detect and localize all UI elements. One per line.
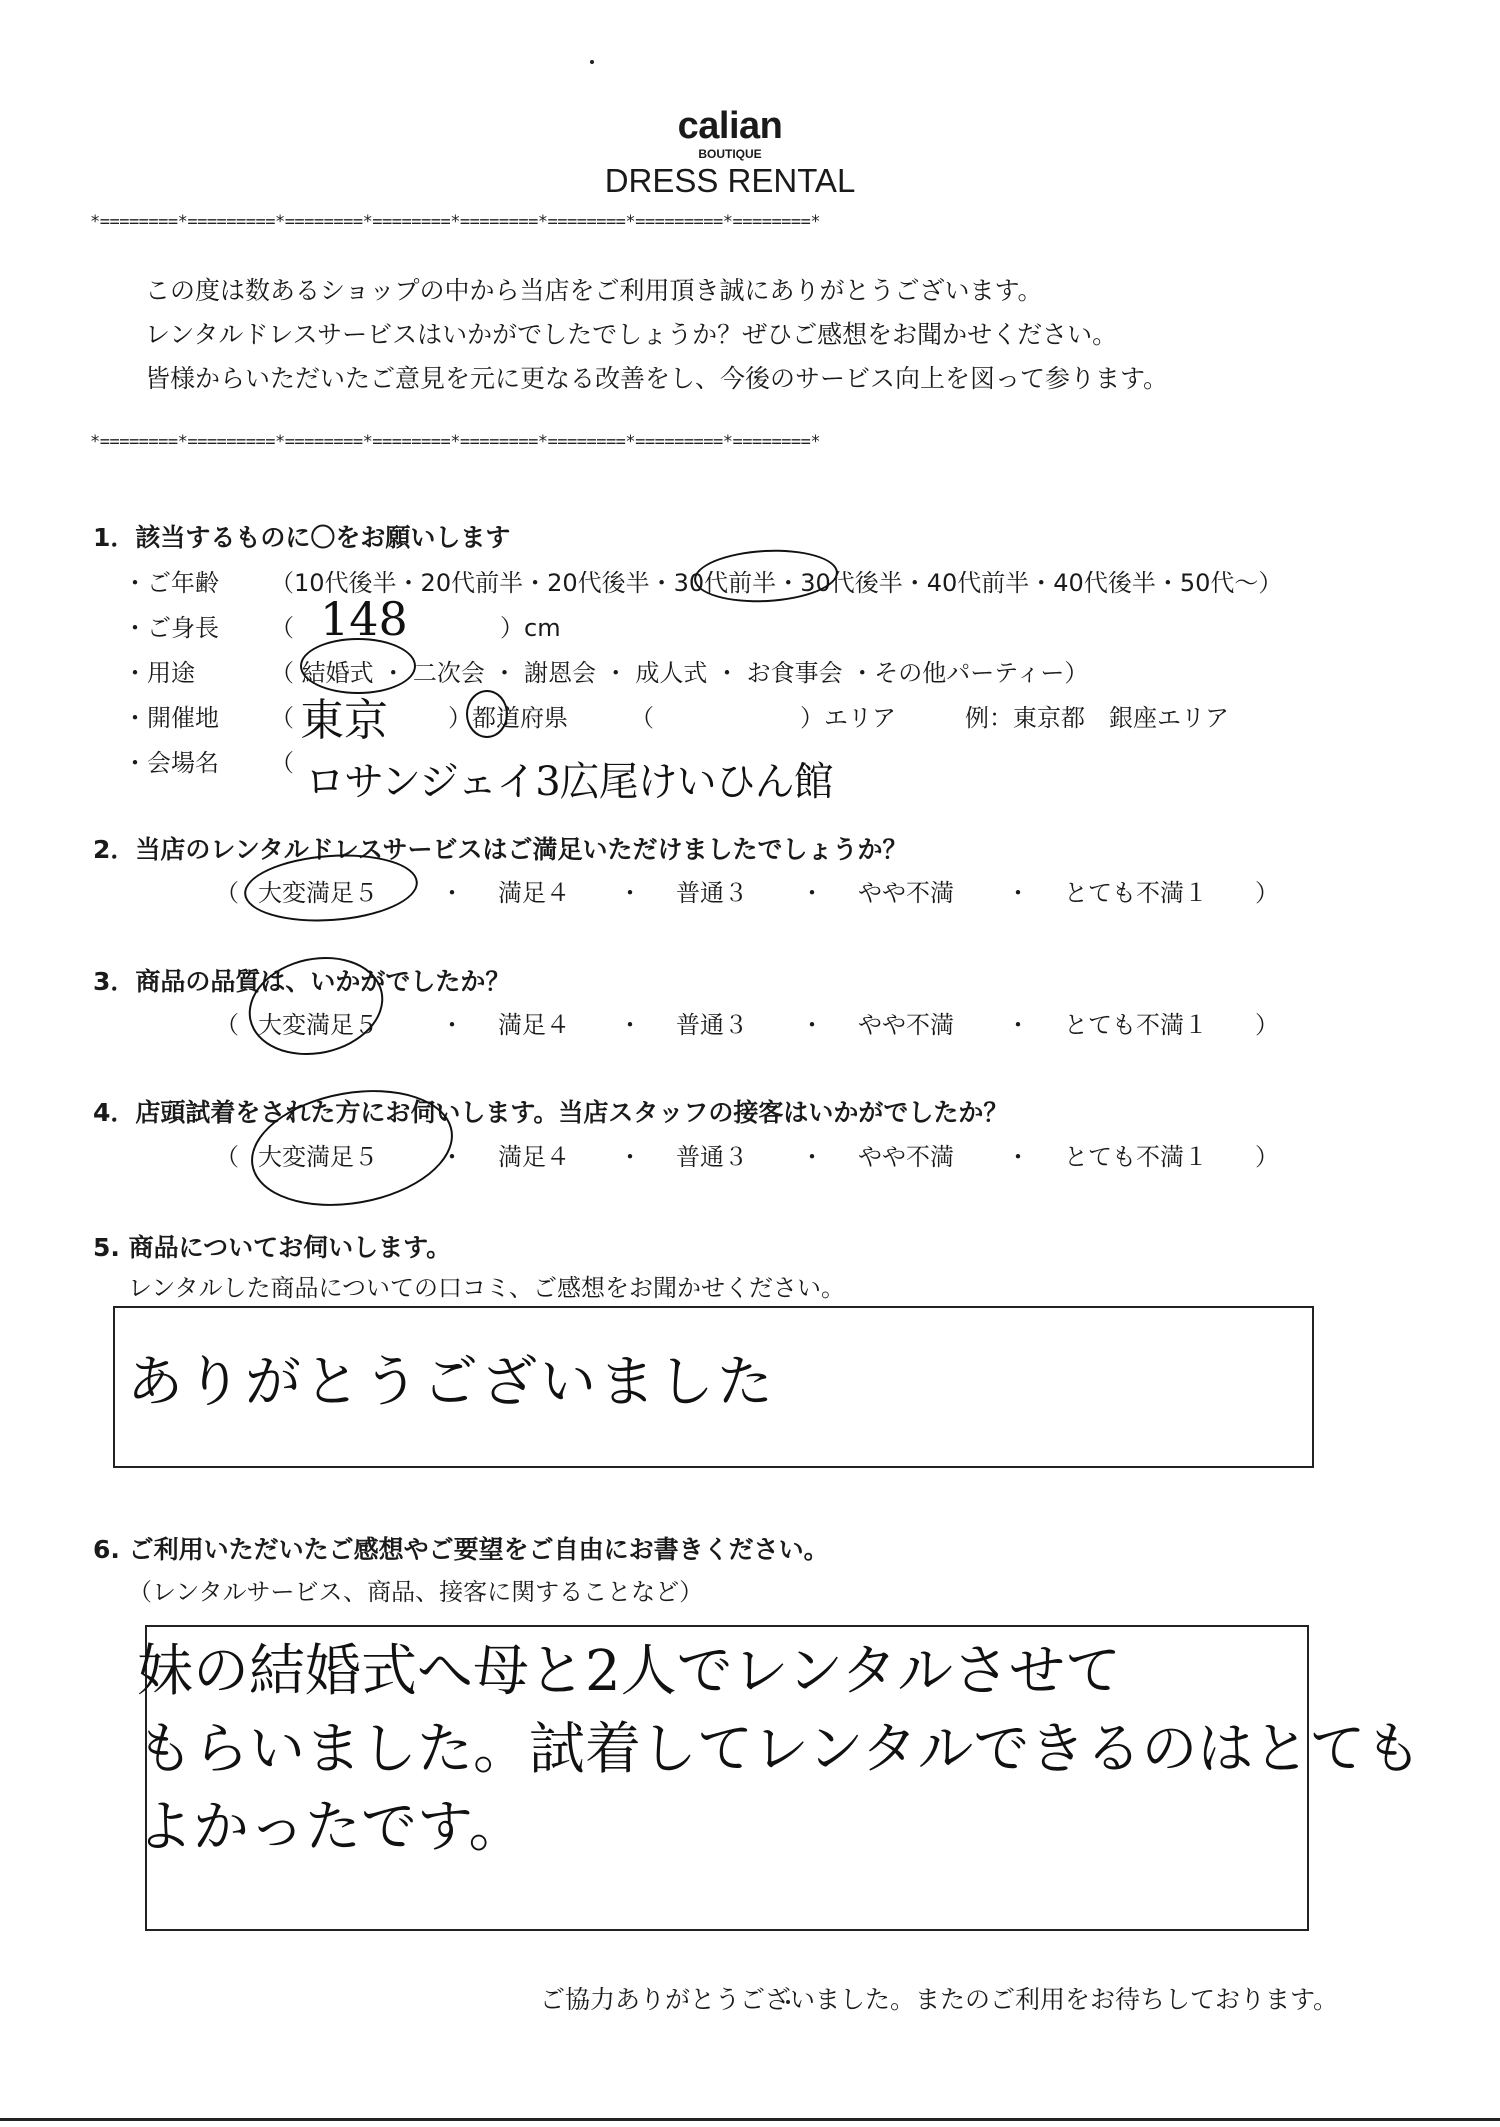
q2-opt-2[interactable]: 満足４ bbox=[498, 879, 570, 907]
location-example: 例：東京都 銀座エリア bbox=[965, 704, 1229, 732]
q4-open: （ bbox=[215, 1143, 239, 1171]
age-opt-8[interactable]: 50代～ bbox=[1179, 569, 1259, 597]
q2-sep: ・ bbox=[1006, 879, 1030, 907]
q4-opt-1[interactable]: 大変満足５ bbox=[258, 1143, 378, 1171]
age-opt-7[interactable]: 40代後半 bbox=[1053, 569, 1156, 597]
q6-answer-text bbox=[137, 1633, 1421, 1867]
brand-logo: calian bbox=[677, 105, 783, 147]
q2-close: ） bbox=[1255, 879, 1279, 907]
q4-opt-3[interactable]: 普通３ bbox=[676, 1143, 748, 1171]
height-answer: 148 bbox=[320, 592, 408, 646]
divider-top: *========*=========*========*========*========*========*=========*========* bbox=[90, 212, 821, 232]
age-opt-4[interactable]: 30代前半 bbox=[673, 569, 777, 597]
q2-opt-4[interactable]: やや不満 bbox=[858, 879, 954, 907]
q6-title: 6. ご利用いただいたご感想やご要望をご自由にお書きください。 bbox=[93, 1535, 829, 1564]
q2-opt-5[interactable]: とても不満１ bbox=[1064, 879, 1208, 907]
age-opt-6[interactable]: 40代前半 bbox=[926, 569, 1030, 597]
q3-opt-2[interactable]: 満足４ bbox=[498, 1011, 570, 1039]
q3-sep: ・ bbox=[618, 1011, 642, 1039]
venue-name-label: ・会場名 bbox=[123, 749, 219, 777]
q3-close: ） bbox=[1255, 1011, 1279, 1039]
q2-opt-3[interactable]: 普通３ bbox=[676, 879, 748, 907]
venue-name-answer: ロサンジェイ3広尾けいひん館 bbox=[305, 759, 833, 805]
q2-title: 2．当店のレンタルドレスサービスはご満足いただけましたでしょうか？ bbox=[93, 835, 908, 864]
scan-edge-line bbox=[0, 2118, 1500, 2121]
footer-thanks: ご協力ありがとうございました。またのご利用をお待ちしております。 bbox=[540, 1985, 1339, 2014]
q5-subtitle: レンタルした商品についての口コミ、ご感想をお聞かせください。 bbox=[128, 1274, 845, 1302]
age-opt-3[interactable]: 20代後半 bbox=[547, 569, 650, 597]
height-close: ）cm bbox=[500, 614, 561, 642]
q3-open: （ bbox=[215, 1011, 239, 1039]
q1-title: 1．該当するものに〇をお願いします bbox=[93, 523, 511, 552]
q4-opt-5[interactable]: とても不満１ bbox=[1064, 1143, 1208, 1171]
intro-line-3: 皆様からいただいたご意見を元に更なる改善をし、今後のサービス向上を図って参ります。 bbox=[145, 364, 1169, 393]
area-open: （ bbox=[630, 704, 654, 732]
q4-sep: ・ bbox=[1006, 1143, 1030, 1171]
location-open: （ bbox=[270, 704, 294, 732]
q3-opt-5[interactable]: とても不満１ bbox=[1064, 1011, 1208, 1039]
age-sep: ・ bbox=[776, 569, 801, 597]
q5-title: 5. 商品についてお伺いします。 bbox=[93, 1233, 452, 1262]
q4-sep: ・ bbox=[800, 1143, 824, 1171]
venue-name-open: （ bbox=[270, 749, 294, 777]
age-sep: ・ bbox=[1155, 569, 1180, 597]
q3-sep: ・ bbox=[440, 1011, 464, 1039]
age-sep: ・ bbox=[523, 569, 548, 597]
q2-opt-1[interactable]: 大変満足５ bbox=[258, 879, 378, 907]
q5-answer-box[interactable] bbox=[113, 1306, 1314, 1468]
height-open: （ bbox=[270, 614, 294, 642]
location-mid: ）都道府県 bbox=[448, 704, 568, 732]
age-close: ） bbox=[1258, 569, 1283, 597]
q3-opt-4[interactable]: やや不満 bbox=[858, 1011, 954, 1039]
age-opt-1[interactable]: 10代後半 bbox=[294, 569, 397, 597]
q3-title: 3．商品の品質は、いかがでしたか？ bbox=[93, 967, 511, 996]
q4-opt-2[interactable]: 満足４ bbox=[498, 1143, 570, 1171]
q2-sep: ・ bbox=[618, 879, 642, 907]
divider-bottom: *========*=========*========*========*========*========*=========*========* bbox=[90, 432, 821, 452]
q3-opt-1[interactable]: 大変満足５ bbox=[258, 1011, 378, 1039]
location-answer: 東京 bbox=[300, 695, 388, 746]
intro-line-2: レンタルドレスサービスはいかがでしたでしょうか？ぜひご感想をお聞かせください。 bbox=[145, 320, 1118, 349]
age-sep: ・ bbox=[396, 569, 421, 597]
age-sep: ・ bbox=[649, 569, 674, 597]
age-opt-5[interactable]: 30代後半 bbox=[800, 569, 903, 597]
brand-sub: BOUTIQUE bbox=[698, 147, 762, 161]
q5-answer-text: ありがとうございました bbox=[127, 1350, 776, 1415]
q6-answer-box[interactable] bbox=[137, 1625, 1422, 1931]
q2-sep: ・ bbox=[440, 879, 464, 907]
q3-opt-3[interactable]: 普通３ bbox=[676, 1011, 748, 1039]
q4-close: ） bbox=[1255, 1143, 1279, 1171]
purpose-label: ・用途 bbox=[123, 659, 195, 687]
prefecture-answer-circle bbox=[466, 690, 508, 738]
intro-line-1: この度は数あるショップの中から当店をご利用頂き誠にありがとうございます。 bbox=[145, 276, 1043, 305]
q4-sep: ・ bbox=[618, 1143, 642, 1171]
q3-sep: ・ bbox=[1006, 1011, 1030, 1039]
q4-sep: ・ bbox=[440, 1143, 464, 1171]
age-label: ・ご年齢 bbox=[123, 569, 219, 597]
q3-sep: ・ bbox=[800, 1011, 824, 1039]
age-sep: ・ bbox=[902, 569, 927, 597]
q2-sep: ・ bbox=[800, 879, 824, 907]
height-label: ・ご身長 bbox=[123, 614, 219, 642]
age-sep: ・ bbox=[1029, 569, 1054, 597]
purpose-options: （ 結婚式 ・ 二次会 ・ 謝恩会 ・ 成人式 ・ お食事会 ・その他パーティー） bbox=[270, 659, 1089, 687]
age-opt-2[interactable]: 20代前半 bbox=[420, 569, 524, 597]
scan-speck bbox=[590, 60, 594, 64]
age-open: （ bbox=[270, 569, 294, 597]
page-title: DRESS RENTAL bbox=[604, 162, 856, 199]
area-close: ）エリア bbox=[800, 704, 896, 732]
q6-subtitle: （レンタルサービス、商品、接客に関することなど） bbox=[128, 1578, 704, 1606]
location-label: ・開催地 bbox=[123, 704, 219, 732]
q6-answer-line: もらいました。試着してレンタルできるのはとても bbox=[137, 1717, 1422, 1782]
q4-opt-4[interactable]: やや不満 bbox=[858, 1143, 954, 1171]
q4-title: 4．店頭試着をされた方にお伺いします。当店スタッフの接客はいかがでしたか？ bbox=[93, 1098, 1009, 1127]
q2-open: （ bbox=[215, 879, 239, 907]
q6-answer-line: よかったです。 bbox=[137, 1795, 525, 1860]
q6-answer-line: 妹の結婚式へ母と2人でレンタルさせて bbox=[137, 1639, 1121, 1704]
